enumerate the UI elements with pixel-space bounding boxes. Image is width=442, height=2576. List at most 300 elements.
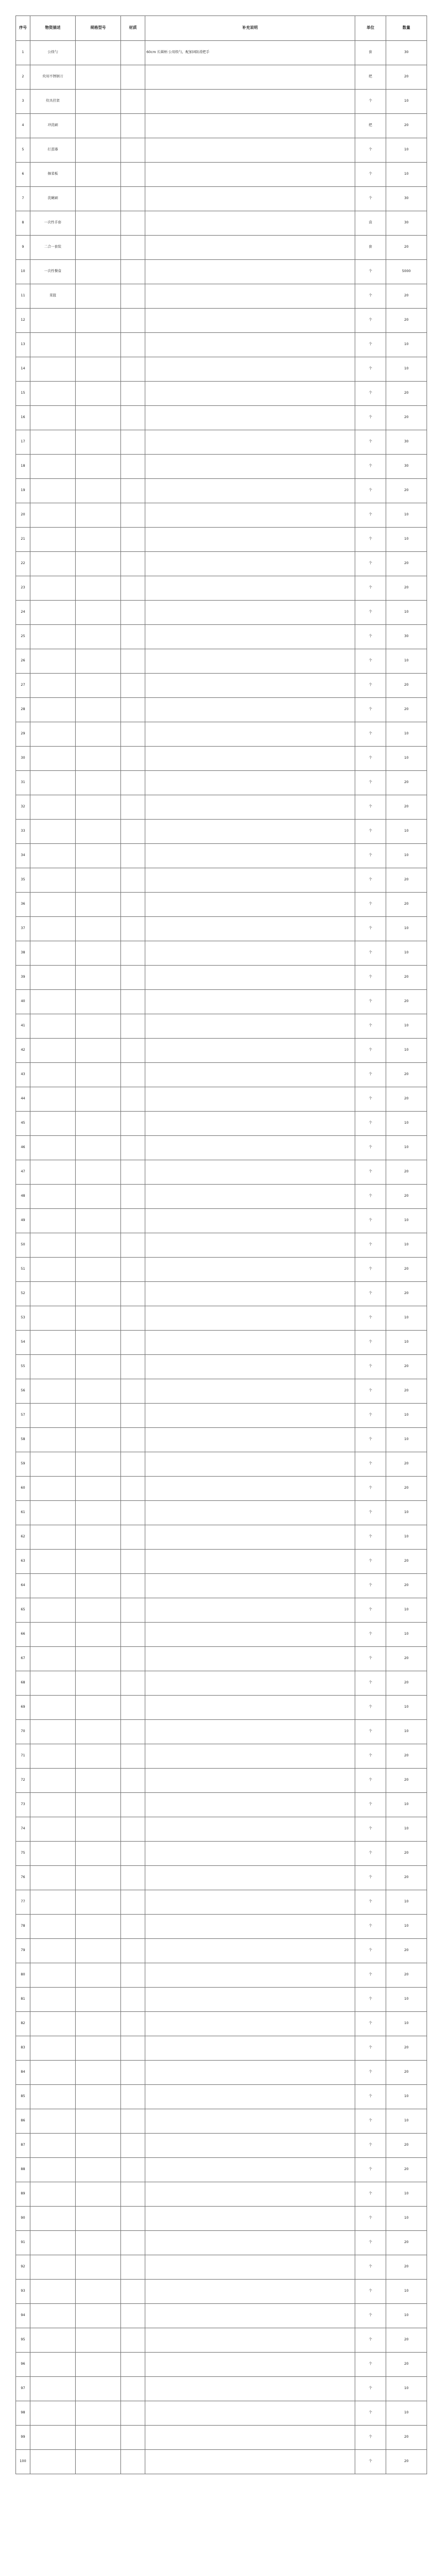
table-row (16, 1087, 427, 1112)
row-number-cell: 72 (16, 1769, 30, 1793)
item-name-cell (30, 430, 76, 455)
spec-cell (76, 1890, 121, 1915)
table-row (16, 479, 427, 503)
unit-cell: 个 (355, 820, 386, 844)
material-cell (121, 1671, 145, 1696)
row-number-cell: 27 (16, 674, 30, 698)
material-cell (121, 2061, 145, 2085)
unit-cell: 个 (355, 625, 386, 649)
quantity-cell: 20 (386, 868, 427, 893)
material-cell (121, 2012, 145, 2036)
quantity-cell: 10 (386, 2280, 427, 2304)
material-cell (121, 2134, 145, 2158)
material-cell (121, 1258, 145, 1282)
quantity-cell: 20 (386, 1185, 427, 1209)
material-cell (121, 868, 145, 893)
material-cell (121, 211, 145, 236)
table-row (16, 1160, 427, 1185)
unit-cell: 个 (355, 187, 386, 211)
item-name-cell (30, 1209, 76, 1233)
item-name-cell (30, 674, 76, 698)
quantity-cell: 10 (386, 1233, 427, 1258)
description-cell (145, 2450, 355, 2474)
spec-cell (76, 844, 121, 868)
spec-cell (76, 1014, 121, 1039)
table-row (16, 163, 427, 187)
spec-cell (76, 795, 121, 820)
quantity-cell: 20 (386, 2158, 427, 2182)
table-row (16, 2207, 427, 2231)
row-number-cell: 51 (16, 1258, 30, 1282)
description-cell (145, 1233, 355, 1258)
item-name-cell (30, 357, 76, 382)
table-row (16, 309, 427, 333)
quantity-cell: 30 (386, 430, 427, 455)
quantity-cell: 20 (386, 1744, 427, 1769)
spec-cell (76, 1647, 121, 1671)
item-name-cell (30, 1258, 76, 1282)
table-body (16, 41, 427, 2474)
row-number-cell: 87 (16, 2134, 30, 2158)
unit-cell: 个 (355, 674, 386, 698)
material-cell (121, 2426, 145, 2450)
spec-cell (76, 138, 121, 163)
table-row (16, 138, 427, 163)
table-row (16, 2255, 427, 2280)
unit-cell: 个 (355, 2304, 386, 2328)
row-number-cell: 100 (16, 2450, 30, 2474)
row-number-cell: 28 (16, 698, 30, 722)
quantity-cell: 10 (386, 503, 427, 528)
unit-cell: 个 (355, 2426, 386, 2450)
table-row (16, 1306, 427, 1331)
row-number-cell: 21 (16, 528, 30, 552)
description-cell (145, 771, 355, 795)
quantity-cell: 10 (386, 333, 427, 357)
item-name-cell (30, 1331, 76, 1355)
description-cell (145, 2401, 355, 2426)
quantity-cell: 20 (386, 552, 427, 576)
quantity-cell: 20 (386, 2036, 427, 2061)
item-name-cell: 炊具挂架 (30, 90, 76, 114)
quantity-cell: 20 (386, 893, 427, 917)
item-name-cell (30, 1233, 76, 1258)
quantity-cell: 10 (386, 747, 427, 771)
item-name-cell (30, 1087, 76, 1112)
material-cell (121, 966, 145, 990)
table-row (16, 552, 427, 576)
spec-cell (76, 357, 121, 382)
material-cell (121, 1623, 145, 1647)
row-number-cell: 19 (16, 479, 30, 503)
item-name-cell (30, 2353, 76, 2377)
quantity-cell: 20 (386, 479, 427, 503)
spec-cell (76, 625, 121, 649)
table-row (16, 1136, 427, 1160)
spec-cell (76, 430, 121, 455)
table-row (16, 1963, 427, 1988)
description-cell (145, 2012, 355, 2036)
spec-cell (76, 65, 121, 90)
description-cell (145, 2426, 355, 2450)
table-row (16, 1842, 427, 1866)
material-cell (121, 1452, 145, 1477)
description-cell (145, 2328, 355, 2353)
row-number-cell: 41 (16, 1014, 30, 1039)
item-name-cell (30, 1842, 76, 1866)
quantity-cell: 10 (386, 90, 427, 114)
item-name-cell (30, 2377, 76, 2401)
quantity-cell: 20 (386, 698, 427, 722)
item-name-cell (30, 1039, 76, 1063)
description-cell (145, 1209, 355, 1233)
material-cell (121, 1477, 145, 1501)
row-number-cell: 96 (16, 2353, 30, 2377)
item-name-cell (30, 1136, 76, 1160)
unit-cell: 个 (355, 382, 386, 406)
row-number-cell: 93 (16, 2280, 30, 2304)
quantity-cell: 20 (386, 2134, 427, 2158)
table-row (16, 990, 427, 1014)
quantity-cell: 20 (386, 1963, 427, 1988)
description-cell (145, 1866, 355, 1890)
item-name-cell (30, 868, 76, 893)
table-row (16, 2012, 427, 2036)
spec-cell (76, 284, 121, 309)
row-number-cell: 10 (16, 260, 30, 284)
quantity-cell: 20 (386, 2450, 427, 2474)
material-cell (121, 1720, 145, 1744)
material-cell (121, 138, 145, 163)
table-row (16, 698, 427, 722)
spec-cell (76, 941, 121, 966)
table-row (16, 2085, 427, 2109)
spec-cell (76, 1939, 121, 1963)
quantity-cell: 10 (386, 2304, 427, 2328)
table-row (16, 674, 427, 698)
material-cell (121, 1915, 145, 1939)
item-name-cell (30, 2280, 76, 2304)
material-cell (121, 236, 145, 260)
material-cell (121, 41, 145, 65)
spec-cell (76, 2158, 121, 2182)
spec-cell (76, 90, 121, 114)
item-name-cell (30, 1282, 76, 1306)
unit-cell: 个 (355, 2450, 386, 2474)
description-cell (145, 1136, 355, 1160)
material-cell (121, 1209, 145, 1233)
description-cell (145, 2134, 355, 2158)
material-cell (121, 893, 145, 917)
header-cell: 物资描述 (30, 16, 76, 41)
item-name-cell (30, 1720, 76, 1744)
spec-cell (76, 722, 121, 747)
quantity-cell: 10 (386, 1331, 427, 1355)
material-cell (121, 1525, 145, 1550)
row-number-cell: 17 (16, 430, 30, 455)
spec-cell (76, 503, 121, 528)
spec-cell (76, 211, 121, 236)
material-cell (121, 795, 145, 820)
unit-cell: 个 (355, 2207, 386, 2231)
table-row (16, 1014, 427, 1039)
material-cell (121, 2401, 145, 2426)
table-row (16, 1866, 427, 1890)
description-cell (145, 1988, 355, 2012)
material-cell (121, 455, 145, 479)
table-row (16, 1477, 427, 1501)
table-row (16, 1379, 427, 1404)
spec-cell (76, 1793, 121, 1817)
row-number-cell: 47 (16, 1160, 30, 1185)
unit-cell: 个 (355, 771, 386, 795)
unit-cell: 个 (355, 163, 386, 187)
unit-cell: 个 (355, 284, 386, 309)
material-cell (121, 2377, 145, 2401)
item-name-cell (30, 2085, 76, 2109)
spec-cell (76, 1428, 121, 1452)
item-name-cell (30, 2109, 76, 2134)
description-cell (145, 1087, 355, 1112)
unit-cell: 个 (355, 2401, 386, 2426)
table-row (16, 917, 427, 941)
quantity-cell: 20 (386, 795, 427, 820)
row-number-cell: 14 (16, 357, 30, 382)
row-number-cell: 65 (16, 1598, 30, 1623)
quantity-cell: 10 (386, 1915, 427, 1939)
spec-cell (76, 1039, 121, 1063)
quantity-cell: 10 (386, 1404, 427, 1428)
table-row (16, 1988, 427, 2012)
row-number-cell: 32 (16, 795, 30, 820)
unit-cell: 个 (355, 1233, 386, 1258)
description-cell (145, 722, 355, 747)
table-row (16, 2353, 427, 2377)
spec-cell (76, 2426, 121, 2450)
quantity-cell: 10 (386, 844, 427, 868)
row-number-cell: 85 (16, 2085, 30, 2109)
quantity-cell: 10 (386, 1112, 427, 1136)
table-row (16, 1574, 427, 1598)
description-cell (145, 2085, 355, 2109)
description-cell (145, 698, 355, 722)
quantity-cell: 20 (386, 2353, 427, 2377)
item-name-cell (30, 601, 76, 625)
unit-cell: 个 (355, 1258, 386, 1282)
table-row (16, 2036, 427, 2061)
description-cell (145, 528, 355, 552)
spec-cell (76, 576, 121, 601)
unit-cell: 个 (355, 1866, 386, 1890)
row-number-cell: 16 (16, 406, 30, 430)
spec-cell (76, 1306, 121, 1331)
row-number-cell: 34 (16, 844, 30, 868)
row-number-cell: 92 (16, 2255, 30, 2280)
description-cell (145, 382, 355, 406)
table-row (16, 503, 427, 528)
table-row (16, 1233, 427, 1258)
unit-cell: 套 (355, 236, 386, 260)
table-row (16, 41, 427, 65)
material-cell (121, 2158, 145, 2182)
table-row (16, 528, 427, 552)
material-cell (121, 722, 145, 747)
row-number-cell: 80 (16, 1963, 30, 1988)
material-cell (121, 1817, 145, 1842)
unit-cell: 把 (355, 114, 386, 138)
description-cell (145, 503, 355, 528)
unit-cell: 个 (355, 1501, 386, 1525)
table-row (16, 1793, 427, 1817)
item-name-cell (30, 1550, 76, 1574)
table-header-row (16, 16, 427, 41)
spec-cell (76, 2231, 121, 2255)
material-cell (121, 1233, 145, 1258)
header-cell: 材质 (121, 16, 145, 41)
table-row (16, 2401, 427, 2426)
description-cell (145, 309, 355, 333)
item-name-cell (30, 844, 76, 868)
spec-cell (76, 2134, 121, 2158)
quantity-cell: 20 (386, 1160, 427, 1185)
spec-cell (76, 1404, 121, 1428)
material-cell (121, 844, 145, 868)
spec-cell (76, 1282, 121, 1306)
quantity-cell: 20 (386, 1647, 427, 1671)
row-number-cell: 99 (16, 2426, 30, 2450)
spec-cell (76, 2182, 121, 2207)
item-name-cell (30, 1452, 76, 1477)
unit-cell: 个 (355, 1112, 386, 1136)
quantity-cell: 20 (386, 674, 427, 698)
row-number-cell: 31 (16, 771, 30, 795)
unit-cell: 个 (355, 1306, 386, 1331)
description-cell (145, 2280, 355, 2304)
spec-table (15, 15, 427, 2474)
description-cell (145, 674, 355, 698)
item-name-cell (30, 771, 76, 795)
table-row (16, 211, 427, 236)
table-row (16, 1598, 427, 1623)
quantity-cell: 10 (386, 1209, 427, 1233)
item-name-cell (30, 1623, 76, 1647)
row-number-cell: 24 (16, 601, 30, 625)
quantity-cell: 20 (386, 114, 427, 138)
table-row (16, 187, 427, 211)
quantity-cell: 10 (386, 1501, 427, 1525)
quantity-cell: 10 (386, 2085, 427, 2109)
table-row (16, 1915, 427, 1939)
description-cell: 60cm 长圆柄 公用筷勺，配加固防滑把手 (145, 41, 355, 65)
description-cell (145, 552, 355, 576)
description-cell (145, 1428, 355, 1452)
material-cell (121, 2109, 145, 2134)
row-number-cell: 94 (16, 2304, 30, 2328)
description-cell (145, 1039, 355, 1063)
spec-cell (76, 2304, 121, 2328)
unit-cell: 个 (355, 1428, 386, 1452)
row-number-cell: 91 (16, 2231, 30, 2255)
table-row (16, 1112, 427, 1136)
quantity-cell: 10 (386, 2377, 427, 2401)
quantity-cell: 20 (386, 1355, 427, 1379)
header-cell: 补充说明 (145, 16, 355, 41)
spec-cell (76, 2085, 121, 2109)
row-number-cell: 84 (16, 2061, 30, 2085)
quantity-cell: 10 (386, 1696, 427, 1720)
item-name-cell (30, 1477, 76, 1501)
row-number-cell: 97 (16, 2377, 30, 2401)
material-cell (121, 357, 145, 382)
unit-cell: 个 (355, 1039, 386, 1063)
row-number-cell: 36 (16, 893, 30, 917)
spec-cell (76, 41, 121, 65)
row-number-cell: 8 (16, 211, 30, 236)
material-cell (121, 1501, 145, 1525)
table-row (16, 1331, 427, 1355)
row-number-cell: 77 (16, 1890, 30, 1915)
material-cell (121, 1428, 145, 1452)
unit-cell: 个 (355, 357, 386, 382)
item-name-cell (30, 1063, 76, 1087)
unit-cell: 个 (355, 2158, 386, 2182)
row-number-cell: 11 (16, 284, 30, 309)
unit-cell: 个 (355, 990, 386, 1014)
row-number-cell: 90 (16, 2207, 30, 2231)
item-name-cell (30, 1112, 76, 1136)
unit-cell: 个 (355, 795, 386, 820)
spec-cell (76, 698, 121, 722)
unit-cell: 个 (355, 2134, 386, 2158)
row-number-cell: 46 (16, 1136, 30, 1160)
material-cell (121, 1550, 145, 1574)
item-name-cell (30, 1525, 76, 1550)
material-cell (121, 1939, 145, 1963)
spec-cell (76, 2061, 121, 2085)
unit-cell: 个 (355, 1915, 386, 1939)
description-cell (145, 1550, 355, 1574)
spec-cell (76, 1112, 121, 1136)
item-name-cell (30, 1793, 76, 1817)
row-number-cell: 4 (16, 114, 30, 138)
material-cell (121, 430, 145, 455)
quantity-cell: 10 (386, 357, 427, 382)
item-name-cell (30, 382, 76, 406)
table-row (16, 455, 427, 479)
unit-cell: 个 (355, 893, 386, 917)
description-cell (145, 1623, 355, 1647)
unit-cell: 个 (355, 1623, 386, 1647)
row-number-cell: 81 (16, 1988, 30, 2012)
material-cell (121, 2353, 145, 2377)
description-cell (145, 917, 355, 941)
description-cell (145, 1939, 355, 1963)
spec-cell (76, 2353, 121, 2377)
description-cell (145, 2377, 355, 2401)
material-cell (121, 2255, 145, 2280)
item-name-cell (30, 722, 76, 747)
spec-cell (76, 1671, 121, 1696)
material-cell (121, 576, 145, 601)
row-number-cell: 78 (16, 1915, 30, 1939)
spec-cell (76, 114, 121, 138)
unit-cell: 个 (355, 2353, 386, 2377)
unit-cell: 个 (355, 917, 386, 941)
spec-cell (76, 1452, 121, 1477)
quantity-cell: 10 (386, 1988, 427, 2012)
quantity-cell: 20 (386, 236, 427, 260)
item-name-cell (30, 625, 76, 649)
